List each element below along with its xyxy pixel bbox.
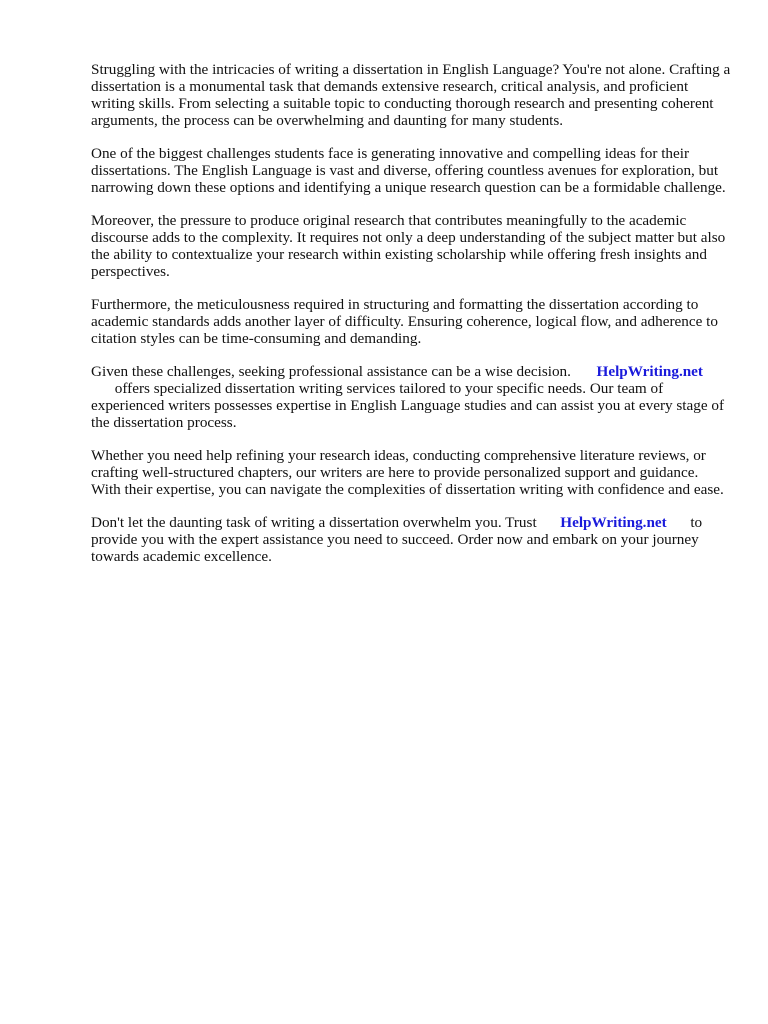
paragraph-cta-text-after: to provide you with the expert assistance you need to succeed. Order now and embark on your journey towards academic excellence. <box>91 514 703 565</box>
paragraph-cta-text-before: Don't let the daunting task of writing a dissertation overwhelm you. Trust <box>91 514 537 531</box>
paragraph-intro: Struggling with the intricacies of writing a dissertation in English Language? You're not alone. Crafting a dissertation is a monumental task that demands extensive research, critical analysis, and proficient writing skills. From selecting a suitable topic to conducting thorough research and presenting coherent arguments, the process can be overwhelming and daunting for many students. <box>91 61 731 129</box>
helpwriting-link[interactable]: HelpWriting.net <box>596 363 703 380</box>
paragraph-cta <box>91 514 731 565</box>
paragraph-support: Whether you need help refining your research ideas, conducting comprehensive literature reviews, or crafting well-structured chapters, our writers are here to provide personalized support and guidance. With their expertise, you can navigate the complexities of dissertation writing with confidence and ease. <box>91 447 724 498</box>
paragraph-formatting: Furthermore, the meticulousness required in structuring and formatting the dissertation according to academic standards adds another layer of difficulty. Ensuring coherence, logical flow, and adherence to citation styles can be time-consuming and demanding. <box>91 296 718 347</box>
helpwriting-link-cta[interactable]: HelpWriting.net <box>560 514 667 531</box>
paragraph-assistance <box>91 363 731 431</box>
paragraph-assistance-text-after: offers specialized dissertation writing services tailored to your specific needs. Our team of experienced writers possesses expertise in English Language studies and can assist you at every stage of the dissertation process. <box>91 380 725 431</box>
paragraph-assistance-text-before: Given these challenges, seeking professional assistance can be a wise decision. <box>91 363 571 380</box>
paragraph-pressure: Moreover, the pressure to produce original research that contributes meaningfully to the academic discourse adds to the complexity. It requires not only a deep understanding of the subject matter but also the ability to contextualize your research within existing scholarship while offering fresh insights and perspectives. <box>91 212 726 280</box>
paragraph-challenges: One of the biggest challenges students face is generating innovative and compelling ideas for their dissertations. The English Language is vast and diverse, offering countless avenues for exploration, but narrowing down these options and identifying a unique research question can be a formidable challenge. <box>91 145 726 196</box>
